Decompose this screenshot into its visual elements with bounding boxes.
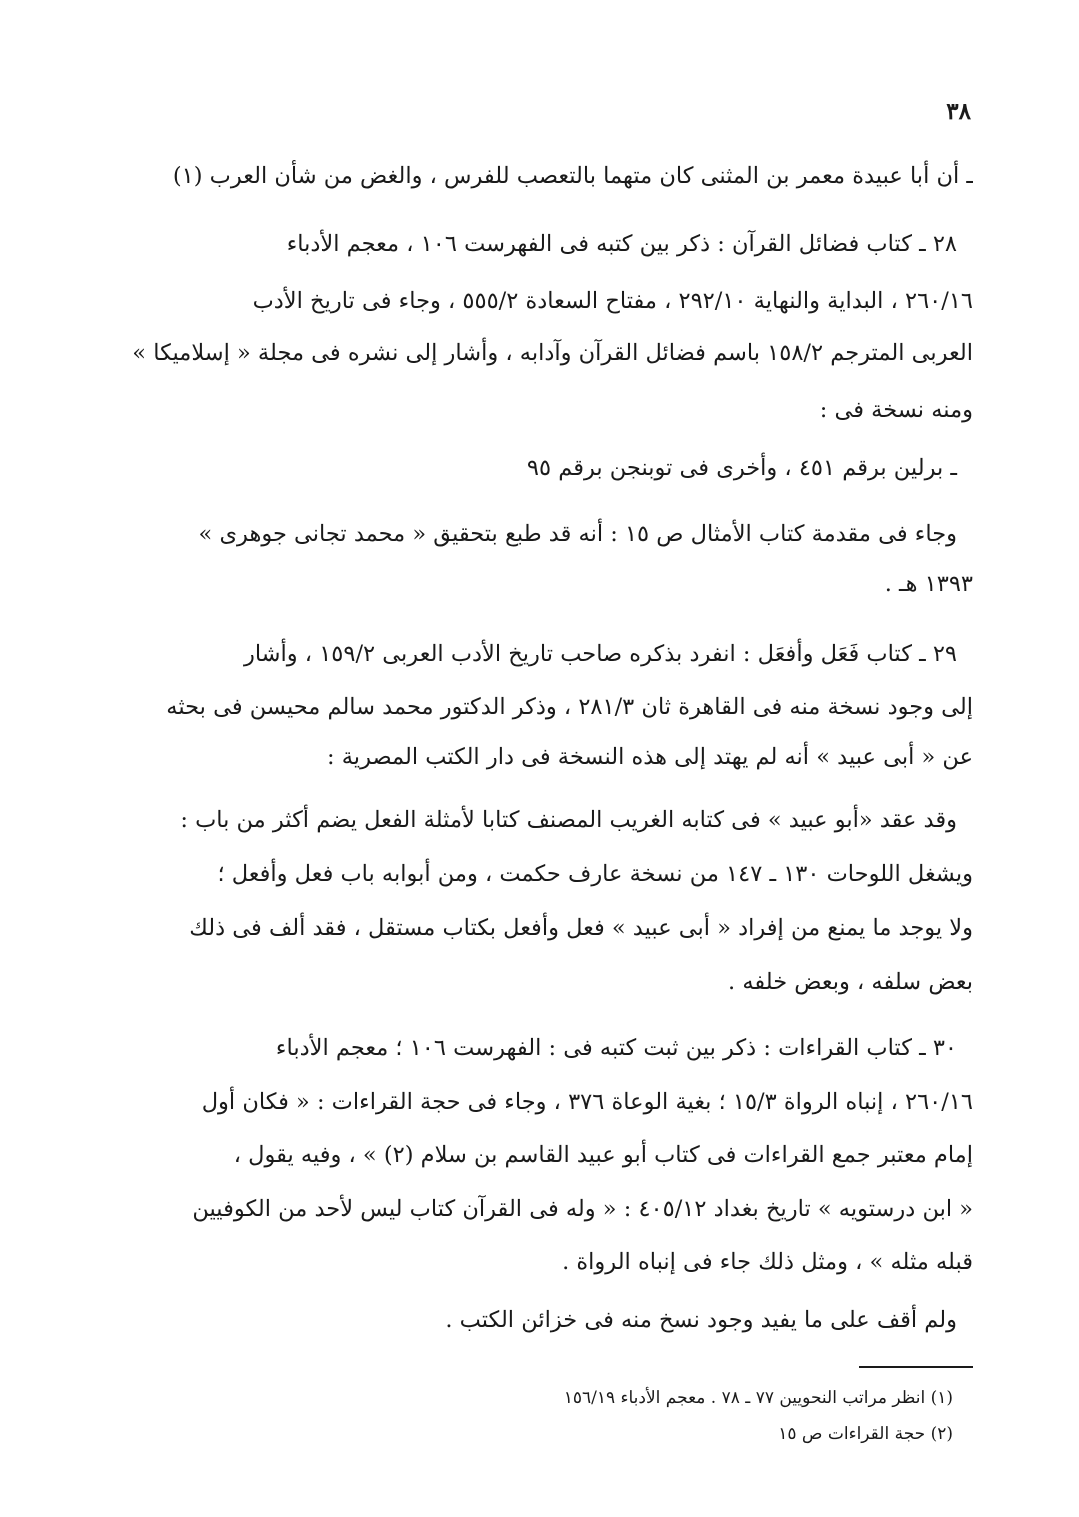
paragraph-29-b — [100, 792, 973, 1011]
text-line: ٢٩ ـ كتاب فَعَل وأفعَل : انفرد بذكره صاحب تاريخ الأدب العربى ١٥٩/٢ ، وأشار — [243, 641, 957, 667]
text-line: ٣٠ ـ كتاب القراءات : ذكر بين ثبت كتبه فى : الفهرست ١٠٦ ؛ معجم الأدباء — [275, 1035, 957, 1061]
text-line: عن « أبى عبيد » أنه لم يهتد إلى هذه النسخة فى دار الكتب المصرية : — [327, 744, 973, 770]
paragraph-28-copies — [100, 440, 973, 497]
paragraph-30 — [100, 1020, 973, 1291]
text-line: إمام معتبر جمع القراءات فى كتاب أبو عبيد القاسم بن سلام (٢) » ، وفيه يقول ، — [233, 1142, 973, 1168]
text-line: ومنه نسخة فى : — [819, 397, 973, 423]
paragraph-intro — [100, 148, 973, 205]
text-line: ٢٦٠/١٦ ، البداية والنهاية ٢٩٢/١٠ ، مفتاح السعادة ٥٥٥/٢ ، وجاء فى تاريخ الأدب — [252, 288, 973, 314]
footnote-2: (٢) حجة القراءات ص ١٥ — [778, 1424, 953, 1444]
text-line: ولم أقف على ما يفيد وجود نسخ منه فى خزائن الكتب . — [445, 1307, 957, 1333]
paragraph-29 — [100, 626, 973, 786]
text-line: « ابن درستويه » تاريخ بغداد ٤٠٥/١٢ : « وله فى القرآن كتاب ليس لأحد من الكوفيين — [192, 1196, 973, 1222]
page-number: ٣٨ — [946, 98, 971, 125]
paragraph-28 — [100, 216, 973, 439]
text-line: ٢٨ ـ كتاب فضائل القرآن : ذكر بين كتبه فى الفهرست ١٠٦ ، معجم الأدباء — [286, 231, 957, 257]
footnotes — [253, 1380, 953, 1452]
text-line: ـ برلين برقم ٤٥١ ، وأخرى فى توبنجن برقم ٩٥ — [526, 455, 957, 481]
text-line: قبله مثله » ، ومثل ذلك جاء فى إنباه الرواة . — [562, 1249, 973, 1275]
paragraph-28-note — [100, 506, 973, 613]
text-line: ١٣٩٣ هـ . — [884, 571, 973, 597]
text-line: وجاء فى مقدمة كتاب الأمثال ص ١٥ : أنه قد طبع بتحقيق « محمد تجانى جوهرى » — [198, 521, 957, 547]
text-line: ـ أن أبا عبيدة معمر بن المثنى كان متهما بالتعصب للفرس ، والغض من شأن العرب (١) — [172, 163, 973, 189]
footnote-1: (١) انظر مراتب النحويين ٧٧ ـ ٧٨ . معجم الأدباء ١٥٦/١٩ — [563, 1388, 953, 1408]
text-line: العربى المترجم ١٥٨/٢ باسم فضائل القرآن وآدابه ، وأشار إلى نشره فى مجلة « إسلاميكا » — [132, 340, 973, 366]
text-line: ويشغل اللوحات ١٣٠ ـ ١٤٧ من نسخة عارف حكمت ، ومن أبوابه باب فعل وأفعل ؛ — [217, 861, 973, 887]
text-line: بعض سلفه ، وبعض خلفه . — [728, 969, 973, 995]
footnote-divider — [859, 1366, 973, 1368]
text-line: ٢٦٠/١٦ ، إنباه الرواة ١٥/٣ ؛ بغية الوعاة ٣٧٦ ، وجاء فى حجة القراءات : « فكان أول — [201, 1089, 973, 1115]
paragraph-30-b — [100, 1292, 973, 1349]
text-line: وقد عقد «أبو عبيد » فى كتابه الغريب المصنف كتابا لأمثلة الفعل يضم أكثر من باب : — [180, 807, 957, 833]
text-line: ولا يوجد ما يمنع من إفراد « أبى عبيد » فعل وأفعل بكتاب مستقل ، فقد ألف فى ذلك — [189, 915, 973, 941]
text-line: إلى وجود نسخة منه فى القاهرة ثان ٢٨١/٣ ، وذكر الدكتور محمد سالم محيسن فى بحثه — [166, 694, 973, 720]
